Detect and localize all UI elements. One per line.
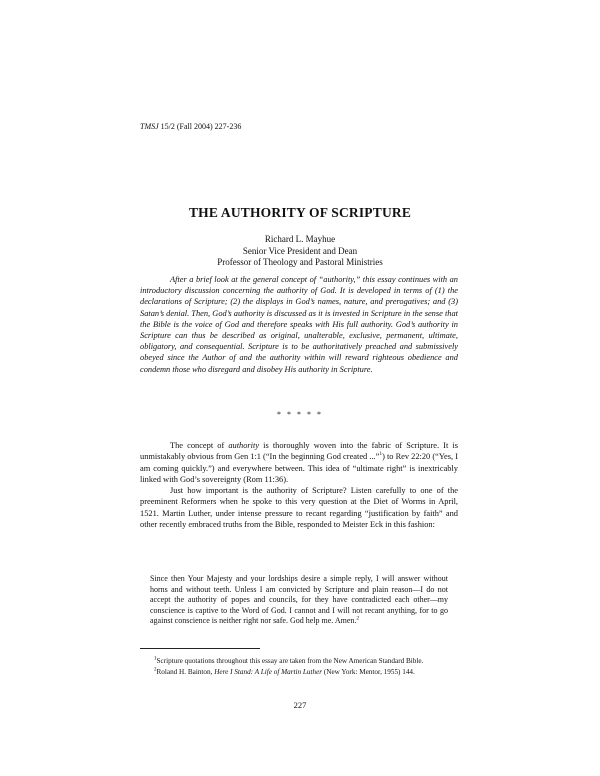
author-name: Richard L. Mayhue bbox=[264, 234, 336, 244]
author-block bbox=[0, 234, 600, 269]
paragraph-1 bbox=[140, 440, 458, 485]
author-role: Professor of Theology and Pastoral Ministries bbox=[217, 257, 383, 267]
footnotes bbox=[140, 656, 458, 678]
journal-issue: 15/2 (Fall 2004) 227-236 bbox=[158, 122, 242, 131]
footnote-2-publication: (New York: Mentor, 1955) 144. bbox=[322, 668, 415, 676]
abstract: After a brief look at the general concept of “authority,” this essay continues with an introductory discussion concerning the authority of God. It is developed in terms of (1) the declarations of Scripture; (2) the displays in God’s names, nature, and prerogatives; and (3) Satan’s denial. Then, God’s authority is discussed as it is invested in Scripture in the sense that the Bible is the voice of God and therefore speaks with His full authority. God’s authority in Scripture can thus be described as original, unalterable, exclusive, permanent, ultimate, obligatory, and consequential. Scripture is to be authoritatively preached and submissively obeyed since the Author of and the authority within will reward righteous obedience and condemn those who disregard and disobey His authority in Scripture. bbox=[140, 275, 458, 374]
footnote-ref-1: 1 bbox=[379, 451, 383, 458]
footnote-divider bbox=[140, 648, 260, 649]
footnote-1-text: Scripture quotations throughout this essay are taken from the New American Standard Bible. bbox=[156, 657, 424, 665]
luther-quote bbox=[150, 574, 448, 627]
footnote-1-number: 1 bbox=[154, 656, 157, 662]
page-number: 227 bbox=[293, 700, 307, 710]
footnote-ref-2: 2 bbox=[356, 615, 360, 622]
journal-name: TMSJ bbox=[140, 122, 159, 131]
author-position: Senior Vice President and Dean bbox=[242, 245, 358, 256]
paragraph-1-text-b: is thoroughly woven into the fabric of Scripture. It is unmistakably obvious from Gen 1:1 (“In the beginning God created ...” bbox=[140, 441, 458, 462]
paragraph-1-text-a: The concept of bbox=[170, 441, 229, 450]
paragraph-1-emphasis: authority bbox=[228, 441, 260, 450]
paragraph-1-text-c: ) to Rev 22:20 (“Yes, I am coming quickly.”) and everywhere between. This idea of “ultimate right” is inextricably linked with God’s sovereignty (Rom 11:36). bbox=[140, 452, 458, 484]
footnote-1 bbox=[140, 656, 458, 667]
paragraph-2: Just how important is the authority of Scripture? Listen carefully to one of the preeminent Reformers when he spoke to this very question at the Diet of Worms in April, 1521. Martin Luther, under intense pressure to recant regarding “justification by faith” and other recently embraced truths from the Bible, responded to Meister Eck in this fashion: bbox=[140, 486, 458, 530]
journal-citation bbox=[140, 122, 241, 131]
footnote-2 bbox=[140, 667, 458, 678]
article-title: THE AUTHORITY OF SCRIPTURE bbox=[188, 205, 412, 220]
section-separator: * * * * * bbox=[277, 410, 323, 419]
footnote-2-number: 2 bbox=[154, 667, 157, 673]
body-text bbox=[140, 440, 458, 530]
quote-text: Since then Your Majesty and your lordships desire a simple reply, I will answer without horns and without teeth. Unless I am convicted by Scripture and plain reason—I do not accept the authority of popes and councils, for they have contradicted each other—my conscience is captive to the Word of God. I cannot and I will not recant anything, for to go against conscience is neither right nor safe. God help me. Amen. bbox=[150, 574, 448, 625]
footnote-2-author: Roland H. Bainton, bbox=[156, 668, 215, 676]
footnote-2-book-title: Here I Stand: A Life of Martin Luther bbox=[214, 668, 323, 676]
